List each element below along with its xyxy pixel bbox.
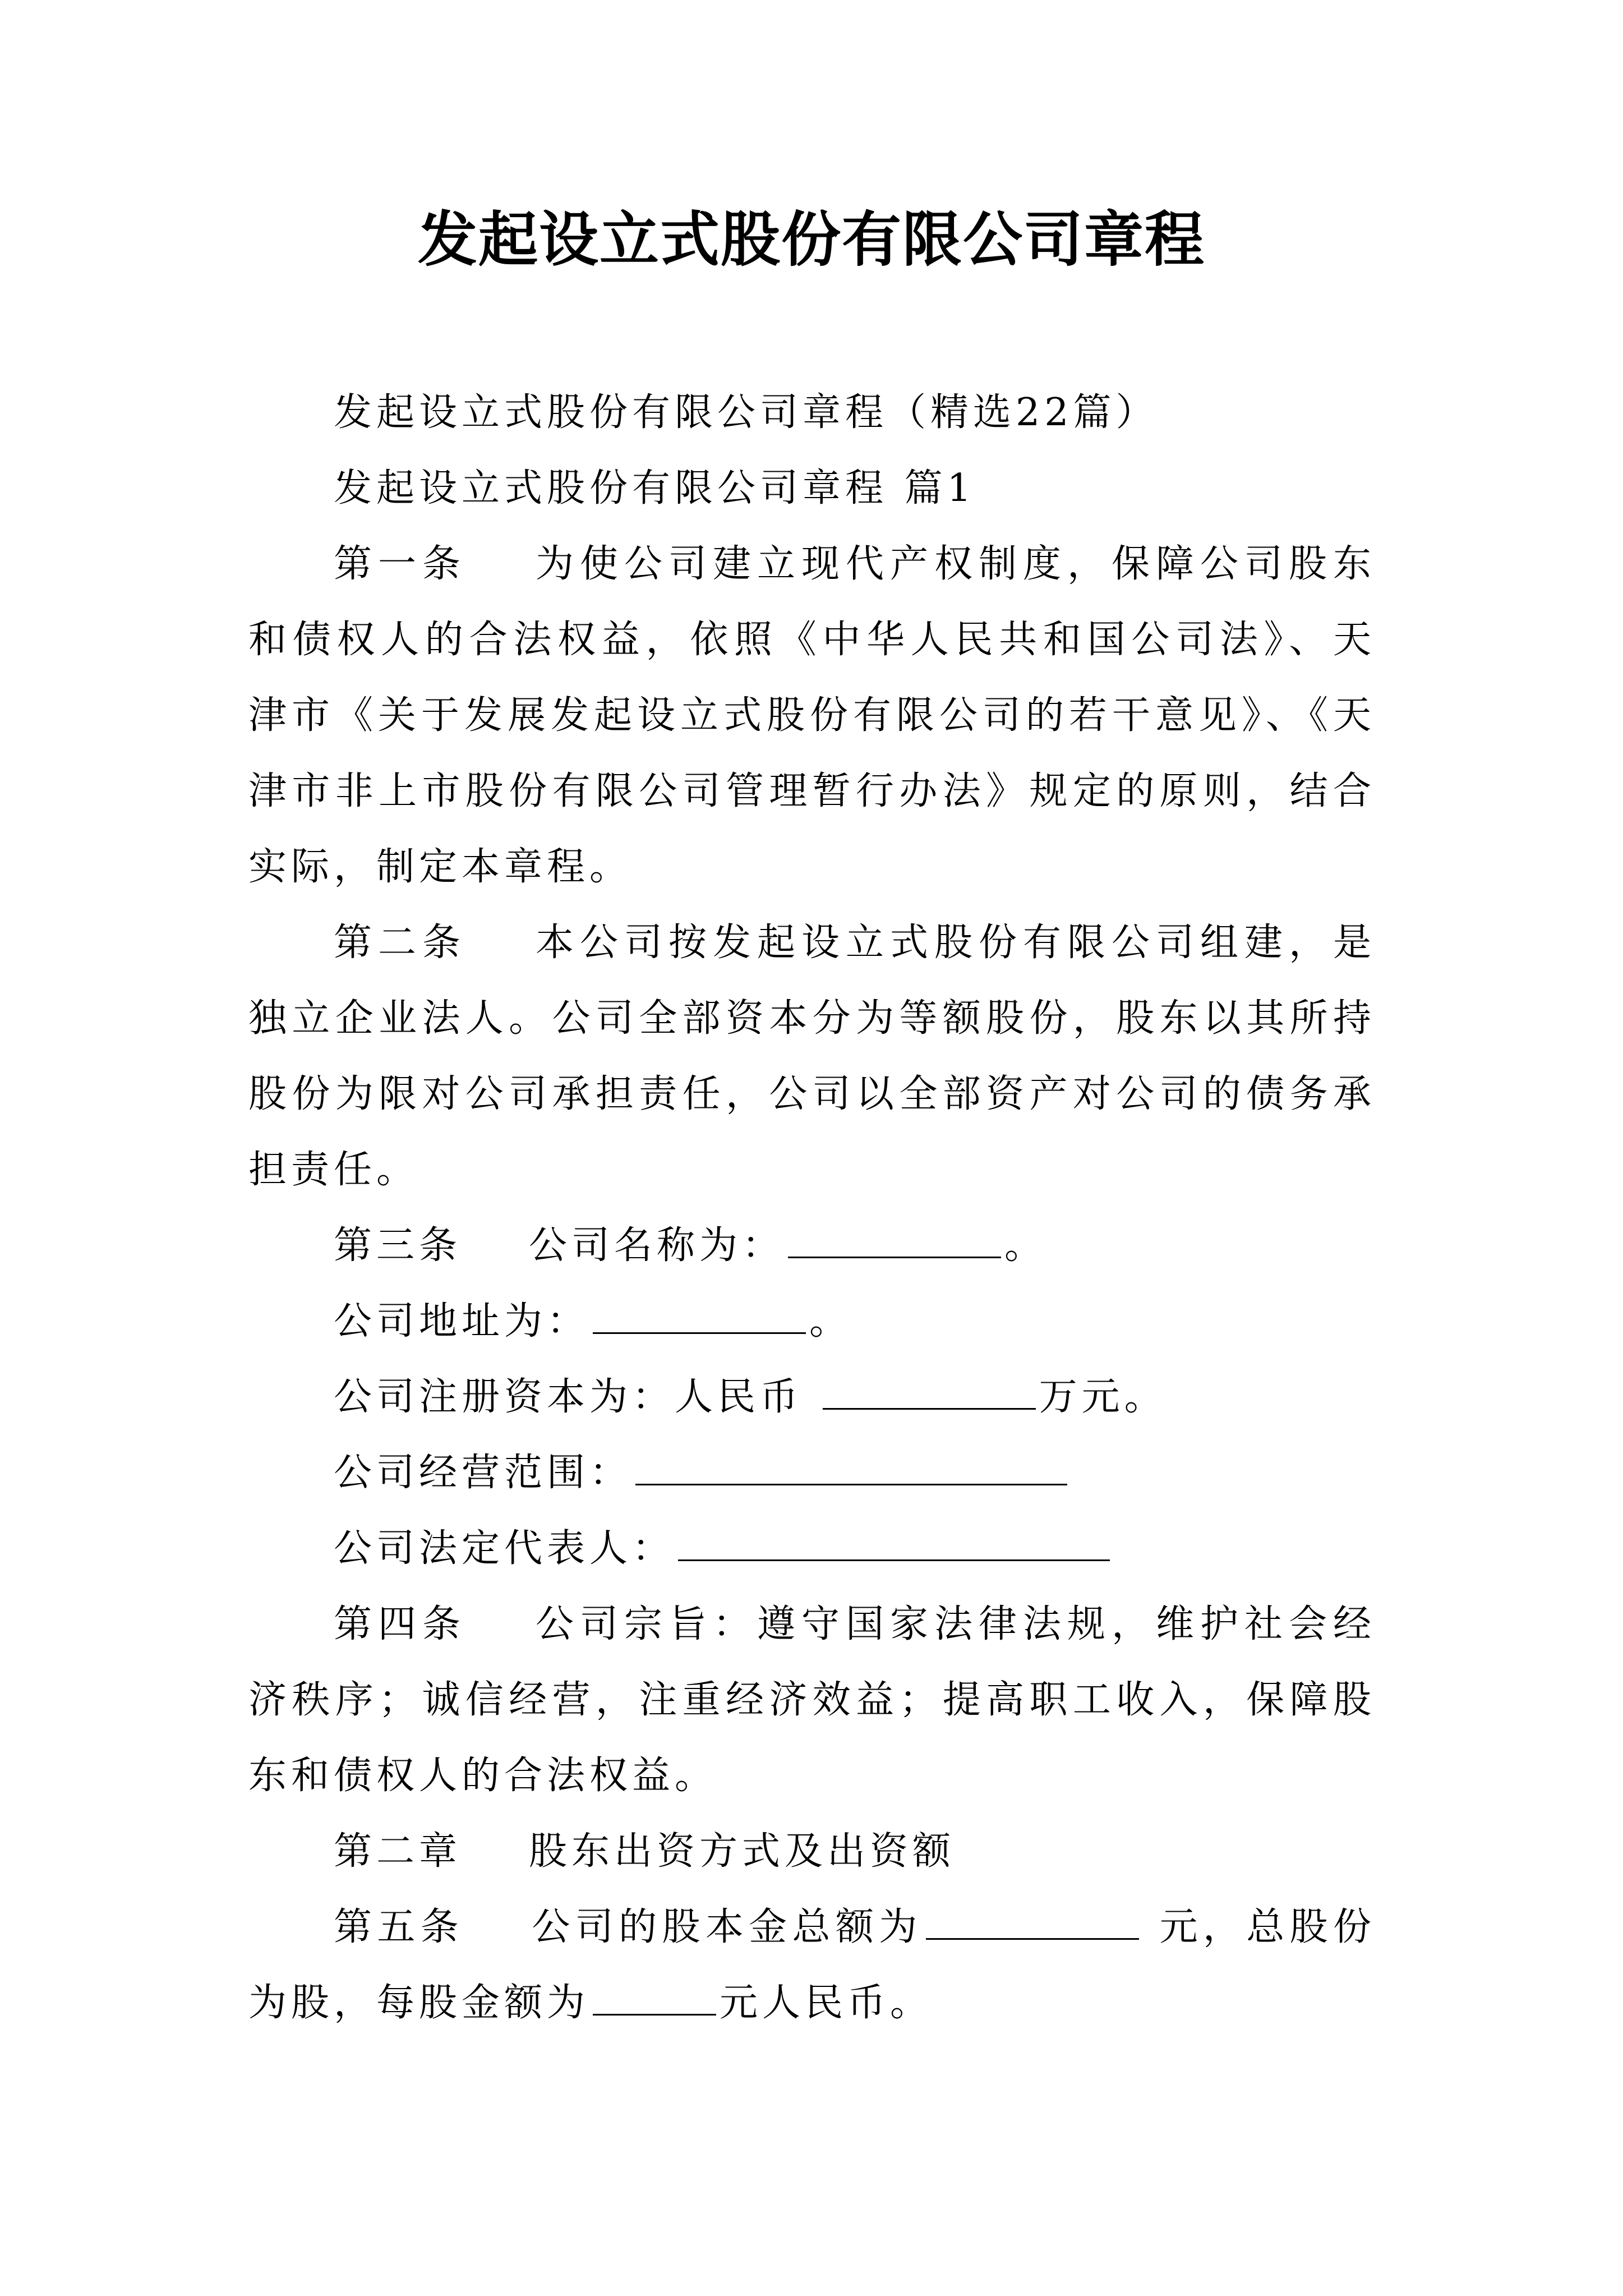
article-5	[248, 1889, 1376, 2041]
article-1	[248, 526, 1376, 905]
chapter-2-title: 股东出资方式及出资额	[529, 1829, 956, 1874]
company-address-label: 公司地址为：	[334, 1299, 590, 1343]
registered-capital-line	[248, 1359, 1376, 1435]
article-2-text: 本公司按发起设立式股份有限公司组建，是独立企业法人。公司全部资本分为等额股份，股东以其所持股份为限对公司承担责任，公司以全部资产对公司的债务承担责任。	[248, 921, 1376, 1192]
article-5-label: 第五条	[334, 1905, 464, 1949]
subtitle-paragraph	[248, 375, 1376, 450]
article-3-label: 第三条	[334, 1223, 462, 1268]
article-4-text: 公司宗旨：遵守国家法律法规，维护社会经济秩序；诚信经营，注重经济效益；提高职工收入，保障股东和债权人的合法权益。	[248, 1602, 1376, 1798]
company-address-blank	[593, 1301, 806, 1334]
article-5-prefix: 公司的股本金总额为	[531, 1905, 923, 1949]
company-address-suffix: 。	[809, 1299, 852, 1343]
article-3-company-name	[248, 1208, 1376, 1283]
company-name-blank	[788, 1225, 1001, 1258]
registered-capital-suffix: 万元。	[1039, 1375, 1167, 1419]
article-4	[248, 1586, 1376, 1814]
article-5-suffix: 元人民币。	[720, 1981, 933, 2025]
section-heading-paragraph	[248, 450, 1376, 526]
article-5-mid: 元，总股份为股，每股金额为	[248, 1905, 1376, 2025]
legal-representative-line	[248, 1511, 1376, 1586]
business-scope-line	[248, 1435, 1376, 1511]
article-2-label: 第二条	[334, 921, 467, 965]
business-scope-label: 公司经营范围：	[334, 1451, 633, 1495]
document-title: 发起设立式股份有限公司章程	[418, 205, 1205, 274]
company-name-label: 公司名称为：	[529, 1223, 785, 1268]
document-body	[248, 375, 1376, 2041]
article-1-label: 第一条	[334, 542, 467, 586]
chapter-2-heading	[248, 1814, 1376, 1889]
share-capital-blank	[926, 1907, 1139, 1940]
article-2	[248, 905, 1376, 1208]
registered-capital-blank	[823, 1377, 1036, 1410]
company-name-suffix: 。	[1004, 1223, 1048, 1268]
chapter-2-label: 第二章	[334, 1829, 462, 1874]
business-scope-blank	[635, 1452, 1067, 1485]
section-heading: 发起设立式股份有限公司章程 篇1	[334, 466, 976, 510]
legal-representative-blank	[678, 1528, 1110, 1561]
subtitle: 发起设立式股份有限公司章程（精选22篇）	[334, 390, 1159, 435]
article-4-label: 第四条	[334, 1602, 467, 1646]
company-address-line	[248, 1283, 1376, 1359]
legal-representative-label: 公司法定代表人：	[334, 1526, 675, 1571]
article-1-text: 为使公司建立现代产权制度，保障公司股东和债权人的合法权益，依照《中华人民共和国公司法》、天津市《关于发展发起设立式股份有限公司的若干意见》、《天津市非上市股份有限公司管理暂行办法》规定的原则，结合实际，制定本章程。	[248, 542, 1376, 889]
registered-capital-label: 公司注册资本为：人民币	[334, 1375, 803, 1419]
share-price-blank	[593, 1982, 716, 2016]
